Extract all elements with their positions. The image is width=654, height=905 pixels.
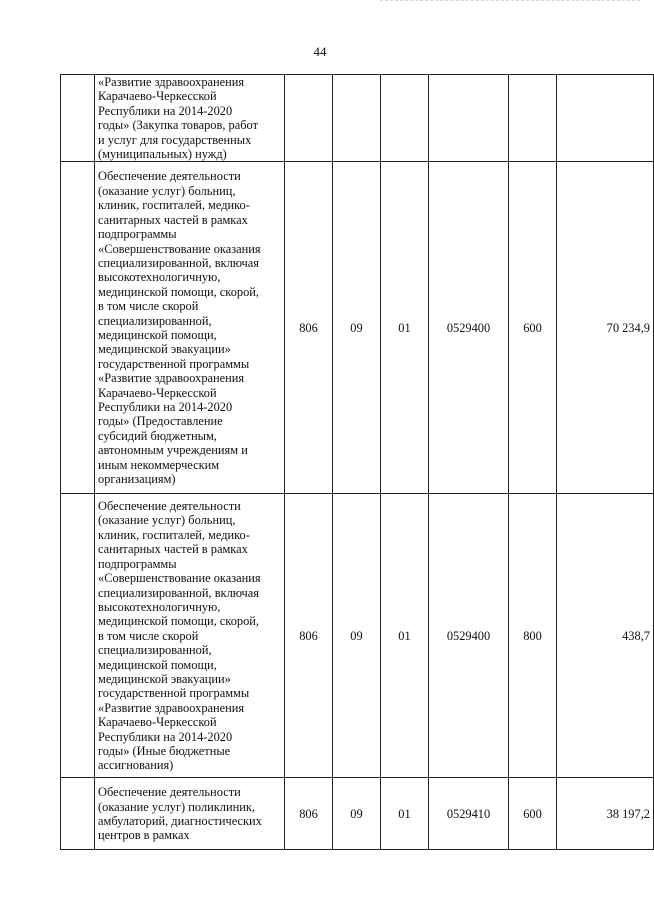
amount-cell: 70 234,9 (557, 162, 654, 494)
expense-type-code-cell: 800 (509, 494, 557, 778)
grbs-code-cell (285, 75, 333, 162)
budget-table (60, 74, 654, 850)
section-code-cell: 09 (333, 494, 381, 778)
amount-cell: 438,7 (557, 494, 654, 778)
grbs-code-cell: 806 (285, 778, 333, 850)
target-article-code-cell: 0529400 (429, 494, 509, 778)
row-number-cell (61, 494, 95, 778)
table-row (61, 162, 654, 494)
page-number: 44 (313, 44, 327, 59)
row-number-cell (61, 778, 95, 850)
section-code-cell: 09 (333, 778, 381, 850)
target-article-code-cell (429, 75, 509, 162)
expense-name-cell (95, 162, 285, 494)
expense-name-cell (95, 75, 285, 162)
row-number-cell (61, 162, 95, 494)
subsection-code-cell: 01 (381, 162, 429, 494)
table-row (61, 778, 654, 850)
row-number-cell (61, 75, 95, 162)
expense-name: «Развитие здравоохранения Карачаево-Черкесской Республики на 2014-2020 годы» (Закупка товаров, работ и услуг для государственных (муниципальных) нужд) (98, 75, 258, 162)
subsection-code-cell: 01 (381, 778, 429, 850)
expense-type-code-cell: 600 (509, 778, 557, 850)
scan-artifact-marks (380, 0, 640, 9)
expense-name-cell (95, 778, 285, 850)
target-article-code-cell: 0529400 (429, 162, 509, 494)
section-code-cell (333, 75, 381, 162)
table-row (61, 75, 654, 162)
expense-type-code-cell: 600 (509, 162, 557, 494)
subsection-code-cell (381, 75, 429, 162)
expense-name: Обеспечение деятельности (оказание услуг) больниц, клиник, госпиталей, медико- санитарных частей в рамках подпрограммы «Совершенствование оказания специализированной, включая высокотехнологичную, медицинской помощи, скорой, в том числе скорой специализированной, медицинской помощи, медицинской эвакуации» государственной программы «Развитие здравоохранения Карачаево-Черкесской Республики на 2014-2020 годы» (Предоставление субсидий бюджетным, автономным учреждениям и иным некоммерческим организациям) (98, 169, 261, 486)
table-row (61, 494, 654, 778)
grbs-code-cell: 806 (285, 162, 333, 494)
subsection-code-cell: 01 (381, 494, 429, 778)
target-article-code-cell: 0529410 (429, 778, 509, 850)
section-code-cell: 09 (333, 162, 381, 494)
amount-cell (557, 75, 654, 162)
grbs-code-cell: 806 (285, 494, 333, 778)
amount-cell: 38 197,2 (557, 778, 654, 850)
expense-name: Обеспечение деятельности (оказание услуг) поликлиник, амбулаторий, диагностических центров в рамках (98, 785, 262, 843)
expense-type-code-cell (509, 75, 557, 162)
expense-name: Обеспечение деятельности (оказание услуг) больниц, клиник, госпиталей, медико- санитарных частей в рамках подпрограммы «Совершенствование оказания специализированной, включая высокотехнологичную, медицинской помощи, скорой, в том числе скорой специализированной, медицинской помощи, медицинской эвакуации» государственной программы «Развитие здравоохранения Карачаево-Черкесской Республики на 2014-2020 годы» (Иные бюджетные ассигнования) (98, 499, 261, 773)
expense-name-cell (95, 494, 285, 778)
